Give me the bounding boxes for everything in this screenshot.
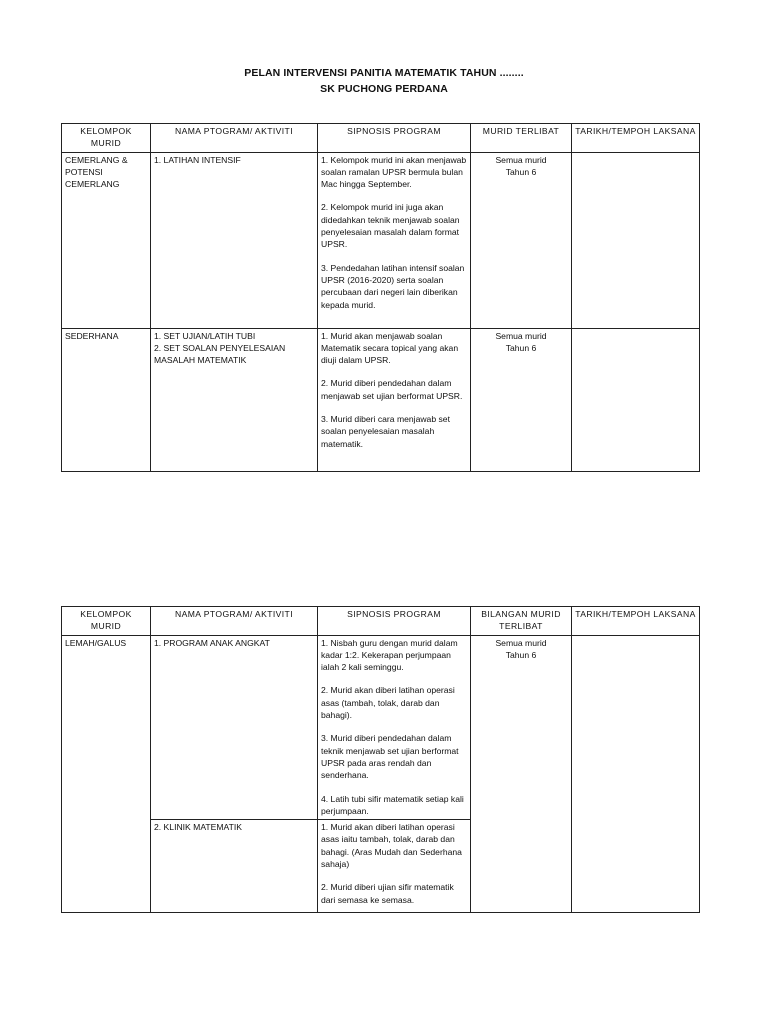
school-name: SK PUCHONG PERDANA [320,83,448,95]
table-header-row [62,124,700,153]
intervention-table-1 [61,123,700,472]
murid-terlibat-line: Semua murid [495,637,547,648]
murid-terlibat-cell [471,328,572,471]
header-sinopsis-program: SIPNOSIS PROGRAM [318,607,471,636]
header-murid-terlibat: MURID TERLIBAT [471,124,572,153]
program-name: 1. PROGRAM ANAK ANGKAT [154,637,270,648]
header-kelompok-murid: KELOMPOK MURID [62,607,151,636]
murid-terlibat-cell [471,635,572,913]
murid-terlibat-line: Semua murid [495,330,547,341]
tarikh-cell [572,635,700,913]
program-name: 1. LATIHAN INTENSIF [154,154,241,165]
header-nama-program: NAMA PTOGRAM/ AKTIVITI [151,124,318,153]
tarikh-cell [572,328,700,471]
header-tarikh-tempoh: TARIKH/TEMPOH LAKSANA [572,124,700,153]
sinopsis-paragraph: 3. Murid diberi cara menjawab set soalan penyelesaian masalah matematik. [321,414,450,449]
sinopsis-paragraph: 2. Kelompok murid ini juga akan didedahkan teknik menjawab soalan penyelesaian masalah dalam format UPSR. [321,202,460,250]
murid-terlibat-line: Tahun 6 [505,649,537,660]
sinopsis-paragraph: 1. Kelompok murid ini akan menjawab soalan ramalan UPSR bermula bulan Mac hingga September. [321,154,467,190]
sinopsis-paragraph: 1. Nisbah guru dengan murid dalam kadar 1:2. Kekerapan perjumpaan ialah 2 kali seminggu. [321,637,458,673]
sinopsis-paragraph: 2. Murid diberi ujian sifir matematik dari semasa ke semasa. [321,882,454,905]
kelompok-cell: SEDERHANA [62,328,151,471]
sinopsis-paragraph: 3. Murid diberi pendedahan dalam teknik menjawab set ujian berformat UPSR pada aras rendah dan senderhana. [321,733,459,781]
kelompok-cell: LEMAH/GALUS [62,635,151,913]
program-cell [151,635,318,820]
sinopsis-paragraph: 3. Pendedahan latihan intensif soalan UPSR (2016-2020) serta soalan percubaan dari negeri lain diberikan kepada murid. [321,262,465,310]
program-cell [151,328,318,471]
tarikh-cell [572,152,700,328]
header-nama-program: NAMA PTOGRAM/ AKTIVITI [151,607,318,636]
program-cell [151,152,318,328]
program-name: 2. SET SOALAN PENYELESAIAN MASALAH MATEMATIK [154,342,286,366]
document-title: PELAN INTERVENSI PANITIA MATEMATIK TAHUN ........ [244,67,524,79]
murid-terlibat-cell [471,152,572,328]
table-header-row [62,607,700,636]
sinopsis-paragraph: 1. Murid akan diberi latihan operasi asas iaitu tambah, tolak, darab dan bahagi. (Aras Mudah dan Sederhana sahaja) [321,822,462,870]
table-row [62,635,700,820]
sinopsis-paragraph: 1. Murid akan menjawab soalan Matematik secara topical yang akan diuji dalam UPSR. [321,330,459,366]
table-row [62,152,700,328]
murid-terlibat-line: Tahun 6 [505,342,537,353]
sinopsis-paragraph: 4. Latih tubi sifir matematik setiap kali perjumpaan. [321,793,464,816]
program-name: 1. SET UJIAN/LATIH TUBI [154,330,256,341]
intervention-table-2 [61,606,700,913]
header-sinopsis-program: SIPNOSIS PROGRAM [318,124,471,153]
sinopsis-cell [318,820,471,913]
header-kelompok-murid: KELOMPOK MURID [62,124,151,153]
program-name: 2. KLINIK MATEMATIK [154,822,243,833]
sinopsis-paragraph: 2. Murid akan diberi latihan operasi asas (tambah, tolak, darab dan bahagi). [321,685,455,721]
header-bilangan-murid-terlibat: BILANGAN MURID TERLIBAT [471,607,572,636]
header-tarikh-tempoh: TARIKH/TEMPOH LAKSANA [572,607,700,636]
murid-terlibat-line: Semua murid [495,154,547,165]
sinopsis-cell [318,152,471,328]
murid-terlibat-line: Tahun 6 [505,166,537,177]
kelompok-cell: CEMERLANG & POTENSI CEMERLANG [62,152,151,328]
sinopsis-cell [318,328,471,471]
sinopsis-cell [318,635,471,820]
sinopsis-paragraph: 2. Murid diberi pendedahan dalam menjawab set ujian berformat UPSR. [321,378,463,401]
program-cell [151,820,318,913]
table-row [62,328,700,471]
